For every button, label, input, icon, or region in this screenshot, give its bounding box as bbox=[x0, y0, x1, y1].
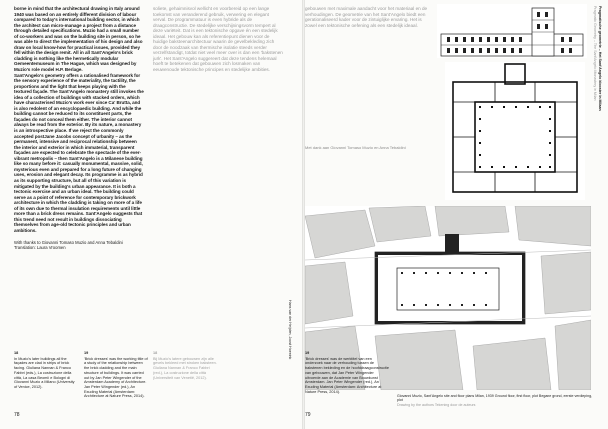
paragraph-1: borne in mind that the architectural drawing in Italy around 1940 was based on an entirely different division of labour compared to today's international building sector, in which the architect can micro-manage a project from a distance through detailed specifications. Muzio had a small number of co-workers and was on the building site in person, so he was able to direct the implementation of his design and also draw on local know-how for practical issues, provided they fell within the design remit. All in all Sant'Angelo's brick cladding is nothing like the hermetically modular Gemeentemuseum in The Hague, which was designed by Muzio's role model H.P. Berlage. bbox=[14, 6, 143, 73]
footnote-dutch bbox=[305, 351, 389, 394]
footnote-text: Bij Muzio's latere gebouwen zijn alle gevels bekleed met stroken baksteen. Giuliana Nannan & Franco Fabbri (red.), La costruzione della città (Universiteit van Venetië, 2012). bbox=[153, 356, 217, 380]
footnote bbox=[84, 351, 148, 399]
main-english-text bbox=[14, 6, 144, 233]
page-number: 78 bbox=[14, 412, 20, 418]
footnote-number: 19 bbox=[305, 351, 310, 355]
footnote bbox=[14, 351, 78, 390]
footnote-text: 'Brick dresses' was the working title of a study of the relationship between the brick cladding and the main structure of buildings. It was carried out by Jan Peter Wingender of the Amsterdam Academy of Architecture. Jan Peter Wingender (ed.), An Exuding Material (Amsterdam: Architecture at Nature Press, 2014). bbox=[84, 356, 148, 399]
right-page bbox=[305, 0, 608, 429]
running-head-english: Pragmatic Geometry – The Sant'Angelo Monastery in Milan bbox=[593, 6, 597, 101]
elevation-drawing bbox=[437, 4, 587, 58]
left-page bbox=[0, 0, 303, 429]
footnote-number: 18 bbox=[153, 351, 158, 355]
dutch-text-column bbox=[153, 6, 283, 73]
dutch-paragraph: gebouwen met maximale aandacht voor het materiaal en de verhoudingen. De geometrie van het Sant'Angelo biedt een gerationaliseerd kader voor de zintuiglijke ervaring. Het is zowel een tektonische oefening als een stedelijk ideaal. bbox=[305, 6, 428, 28]
figure-caption-text: Giovanni Muzio, Sant'Angelo site and floor plans Milan, 1939 Ground floor, first floor, plot Begane grond, eerste verdieping, plot bbox=[397, 394, 593, 403]
footnote-dutch bbox=[153, 351, 217, 380]
figure-caption bbox=[397, 394, 593, 407]
footnote-number: 19 bbox=[84, 351, 89, 355]
acknowledgements: With thanks to Giovanni Tomaso Muzio and Anna Tebaldini Translation: Laura Vroomen bbox=[14, 240, 123, 251]
footnote-text: In Muzio's later buildings all the façades are clad in strips of brick facing. Giuliana Nannan & Franco Fabbri (eds.), La costruzione della città, La casa Beomiì e Bologni di Giovanni Muzio a Milano (University of Venice, 2012). bbox=[14, 356, 75, 389]
acknowledgements-dutch: Met dank aan Giovanni Tomaso Muzio en Anna Tebaldini bbox=[305, 145, 406, 150]
page-number: 79 bbox=[305, 412, 311, 418]
footnote-text: 'Brick dresses' was de werktitel van een onderzoek naar de verhouding tussen de bakstenen bekleding en de hoofddraagconstructie van gebouwen, dat Jan Peter Wingender uitvoerde aan de Academie van Bouwkunst Amsterdam. Jan Peter Wingender (red.), An Exuding Material (Amsterdam: Architecture at Nature Press, 2014). bbox=[305, 356, 390, 394]
floor-plan-drawing bbox=[445, 62, 585, 200]
dutch-paragraph: soliete, gehaimnisvol wellicht en voorbereid op een lange toekomst van veranderend gebruik, verwering en elegant verval. De programmatuur is even hybride als de draagconstructie. De stedelijke verschijningsvorm tempert al deze variëteit. Dat is een tektonische opgave én een stedelijk ideaal. Het gebouw kan als referentiepunt dienen voor de huidige baksteenarchitectuur waarin de gevelbekleding zich door de noodzaak van thermische isolatie steeds verder verzelfstandigt, totdat niet veel meer over is dan een 'bakstenen jurk'. Het Sant'Angelo suggereert dat deze tendens helemaal hoeft te betekenen dat gebouwen zich losmaken van eeuwenoude tektonische principes en stedelijke ambities. bbox=[153, 6, 283, 73]
footnote-number: 18 bbox=[14, 351, 19, 355]
running-head-authors: Hans van der Heijden, Joost Hoenink bbox=[288, 300, 292, 360]
drawing-credit: Drawing by the authors Tekening door de auteurs bbox=[397, 402, 476, 407]
paragraph-2: Sant'Angelo's geometry offers a rationalised framework for the sensory experience of the materiality, the tactility, the proportions and the light that keeps playing with the textured façade. The Sant'Angelo monastery still invokes the idea of a collection of buildings with stacked orders, which have characterised Muzio's work ever since Ca' Brutta, and is also redolent of an encyclopaedic building. And while the building cannot be reduced to its constituent parts, the façades do not conceal them either. The interior cannot always be read from the exterior. By its nature, a monastery is an introspective place. If we reject the commonly accepted postJane Jacobs concept of urbanity – as the permanent, intensive and reciprocal relationship between the interior and exterior in which immaterial, transparent façades are expected to celebrate the spectacle of the ever-vibrant metropolis – then Sant'Angelo is a Milanese building like so many before it: casually monumental, massive, solid, mysterious even and prepared for a long future of changing uses, erosion and elegant decay. Its programme is as hybrid as its supporting structure, but all of this variation is mitigated by the building's urban appearance. It is both a tectonic exercise and an urban ideal. The building could serve as a point of reference for contemporary brickwork architecture in which the cladding is taking on more of a life of its own due to thermal insulation requirements until little more than a brick dress remains. Sant'Angelo suggests that this trend need not result in buildings dissociating themselves from age-old tectonic principles and urban ambitions. bbox=[14, 72, 144, 233]
dutch-text-column bbox=[305, 6, 430, 28]
running-head-dutch: Pragmatische geometrie – Het Sant'Angelo klooster in Milaan bbox=[598, 6, 602, 111]
